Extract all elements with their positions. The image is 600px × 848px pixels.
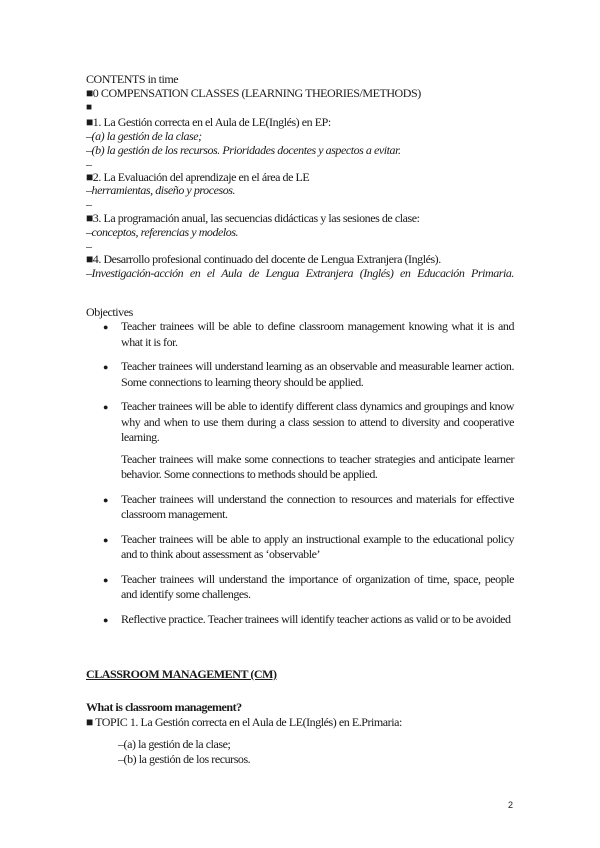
contents-item-2-a: –herramientas, diseño y procesos. <box>86 183 236 197</box>
bullet-icon: ● <box>103 494 108 505</box>
contents-item-3-a: –conceptos, referencias y modelos. <box>86 225 239 239</box>
topic-sub-b: –(b) la gestión de los recursos. <box>118 752 251 766</box>
section-question: What is classroom management? <box>86 700 242 714</box>
contents-title: CONTENTS in time <box>86 72 179 86</box>
contents-item-1-a: –(a) la gestión de la clase; <box>86 129 202 143</box>
objective-item <box>86 492 514 523</box>
contents-dash-1: – <box>86 157 92 171</box>
objective-item <box>86 572 514 603</box>
page-number: 2 <box>508 800 514 810</box>
objectives-title: Objectives <box>86 305 133 319</box>
contents-item-1: ■1. La Gestión correcta en el Aula de LE(Inglés) en EP: <box>86 115 331 129</box>
contents-item-1-b: –(b) la gestión de los recursos. Prioridades docentes y aspectos a evitar. <box>86 143 401 157</box>
contents-item-4: ■4. Desarrollo profesional continuado del docente de Lengua Extranjera (Inglés). <box>86 252 441 266</box>
objective-text: Teacher trainees will be able to apply an instructional example to the educational policy and to think about assessment as ‘observable’ <box>121 531 514 561</box>
objective-note <box>86 452 514 483</box>
topic-sub-a: –(a) la gestión de la clase; <box>118 737 231 751</box>
objective-text: Teacher trainees will understand learning as an observable and measurable learner action. Some connections to learning theory should be applied. <box>121 359 514 389</box>
bullet-icon: ● <box>103 574 108 585</box>
objective-text: Teacher trainees will be able to identify different class dynamics and groupings and know why and when to use them during a class session to attend to diversity and cooperative learning. <box>121 399 514 444</box>
objective-text: Teacher trainees will be able to define classroom management knowing what it is and what it is for. <box>121 319 514 349</box>
contents-item-0: ■0 COMPENSATION CLASSES (LEARNING THEORIES/METHODS) <box>86 86 421 100</box>
bullet-icon: ● <box>103 534 108 545</box>
bullet-icon: ● <box>103 614 108 625</box>
bullet-icon: ● <box>103 402 108 412</box>
objective-item <box>86 399 514 446</box>
objective-item <box>86 359 514 390</box>
objective-text: Teacher trainees will understand the importance of organization of time, space, people and identify some challenges. <box>121 571 514 601</box>
objective-item <box>86 319 514 350</box>
objective-text: Teacher trainees will make some connections to teacher strategies and anticipate learner behavior. Some connections to methods should be applied. <box>121 451 514 481</box>
contents-item-4-a: –Investigación-acción en el Aula de Lengua Extranjera (Inglés) en Educación Primaria. <box>86 266 514 280</box>
bullet-icon: ● <box>103 362 108 372</box>
contents-item-3: ■3. La programación anual, las secuencias didácticas y las sesiones de clase: <box>86 211 420 225</box>
objectives-list <box>86 319 514 636</box>
section-heading: CLASSROOM MANAGEMENT (CM) <box>86 667 277 681</box>
objective-text: Teacher trainees will understand the connection to resources and materials for effective classroom management. <box>121 491 514 521</box>
contents-item-2: ■2. La Evaluación del aprendizaje en el área de LE <box>86 170 310 184</box>
topic-line: ■ TOPIC 1. La Gestión correcta en el Aula de LE(Inglés) en E.Primaria: <box>86 715 402 729</box>
bullet-icon: ● <box>103 322 108 332</box>
objective-item <box>86 532 514 563</box>
contents-dash-2: – <box>86 197 92 211</box>
objective-item <box>86 612 514 628</box>
contents-blank-marker: ■ <box>86 102 93 113</box>
contents-dash-3: – <box>86 239 92 253</box>
objective-text: Reflective practice. Teacher trainees will identify teacher actions as valid or to be avoided <box>121 611 511 626</box>
